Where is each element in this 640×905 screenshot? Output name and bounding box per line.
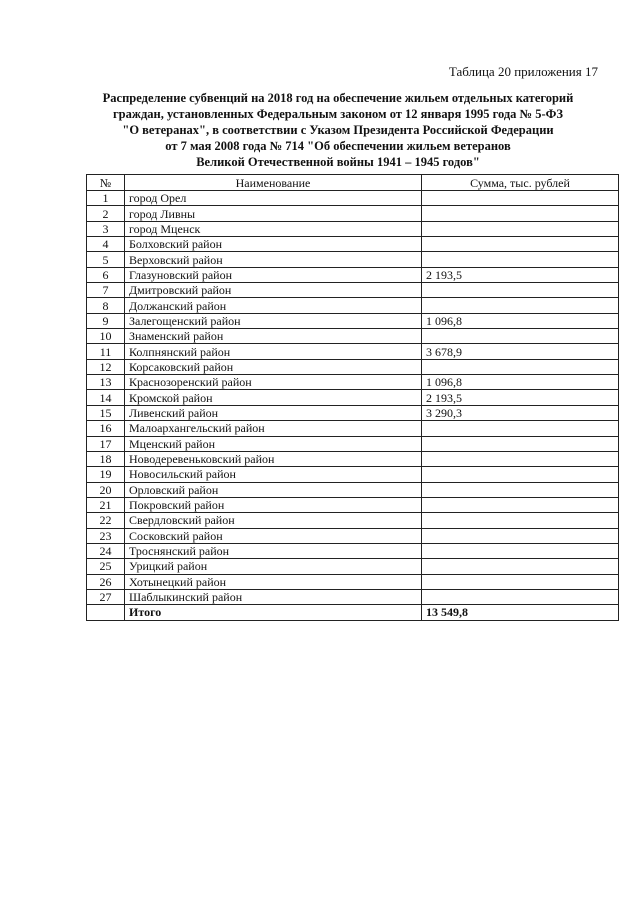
row-sum: 3 290,3 xyxy=(422,405,619,420)
title-line: граждан, установленных Федеральным законом от 12 января 1995 года № 5-ФЗ xyxy=(113,107,563,121)
table-row xyxy=(87,528,619,543)
row-sum xyxy=(422,436,619,451)
row-name: Урицкий район xyxy=(125,559,422,574)
row-sum xyxy=(422,298,619,313)
subsidy-table xyxy=(86,174,619,621)
table-row xyxy=(87,390,619,405)
table-row xyxy=(87,589,619,604)
table-row xyxy=(87,206,619,221)
row-name: город Ливны xyxy=(125,206,422,221)
table-row xyxy=(87,482,619,497)
title-line: Распределение субвенций на 2018 год на обеспечение жильем отдельных категорий xyxy=(102,91,574,105)
row-number: 20 xyxy=(87,482,125,497)
table-row xyxy=(87,221,619,236)
row-number: 24 xyxy=(87,543,125,558)
row-number: 22 xyxy=(87,513,125,528)
row-number: 8 xyxy=(87,298,125,313)
row-number: 5 xyxy=(87,252,125,267)
row-number: 18 xyxy=(87,451,125,466)
row-number: 21 xyxy=(87,497,125,512)
row-name: Сосковский район xyxy=(125,528,422,543)
table-row xyxy=(87,574,619,589)
row-number: 27 xyxy=(87,589,125,604)
row-name: Залегощенский район xyxy=(125,313,422,328)
row-sum: 13 549,8 xyxy=(422,605,619,620)
row-number: 26 xyxy=(87,574,125,589)
row-number: 25 xyxy=(87,559,125,574)
row-number: 16 xyxy=(87,421,125,436)
row-sum xyxy=(422,206,619,221)
row-sum xyxy=(422,528,619,543)
row-number xyxy=(87,605,125,620)
row-name: Малоархангельский район xyxy=(125,421,422,436)
row-sum xyxy=(422,589,619,604)
row-number: 9 xyxy=(87,313,125,328)
document-title xyxy=(78,90,598,170)
table-row xyxy=(87,513,619,528)
row-number: 23 xyxy=(87,528,125,543)
row-sum xyxy=(422,543,619,558)
row-sum xyxy=(422,283,619,298)
table-row xyxy=(87,559,619,574)
table-row xyxy=(87,252,619,267)
table-header-row xyxy=(87,175,619,191)
row-name: Должанский район xyxy=(125,298,422,313)
row-sum xyxy=(422,359,619,374)
table-row xyxy=(87,359,619,374)
row-sum xyxy=(422,191,619,206)
row-name: Орловский район xyxy=(125,482,422,497)
row-name: Кромской район xyxy=(125,390,422,405)
table-row xyxy=(87,451,619,466)
row-name: Новодеревеньковский район xyxy=(125,451,422,466)
row-sum: 3 678,9 xyxy=(422,344,619,359)
table-row xyxy=(87,467,619,482)
row-number: 13 xyxy=(87,375,125,390)
row-sum xyxy=(422,513,619,528)
row-sum xyxy=(422,482,619,497)
header-name: Наименование xyxy=(125,175,422,191)
row-name: Корсаковский район xyxy=(125,359,422,374)
total-row xyxy=(87,605,619,620)
table-row xyxy=(87,283,619,298)
row-number: 17 xyxy=(87,436,125,451)
row-name: Краснозоренский район xyxy=(125,375,422,390)
table-row xyxy=(87,436,619,451)
title-line: "О ветеранах", в соответствии с Указом Президента Российской Федерации xyxy=(122,123,554,137)
row-sum xyxy=(422,421,619,436)
table-row xyxy=(87,497,619,512)
row-number: 15 xyxy=(87,405,125,420)
row-name: Колпнянский район xyxy=(125,344,422,359)
table-row xyxy=(87,237,619,252)
header-number: № xyxy=(87,175,125,191)
table-row xyxy=(87,543,619,558)
row-sum xyxy=(422,559,619,574)
row-name: Шаблыкинский район xyxy=(125,589,422,604)
row-sum xyxy=(422,237,619,252)
row-number: 19 xyxy=(87,467,125,482)
row-sum xyxy=(422,497,619,512)
row-sum xyxy=(422,252,619,267)
title-line: Великой Отечественной войны 1941 – 1945 годов" xyxy=(196,155,480,169)
row-sum: 1 096,8 xyxy=(422,375,619,390)
row-name: Ливенский район xyxy=(125,405,422,420)
table-row xyxy=(87,267,619,282)
row-sum xyxy=(422,221,619,236)
row-name: Итого xyxy=(125,605,422,620)
table-row xyxy=(87,375,619,390)
row-sum: 2 193,5 xyxy=(422,267,619,282)
table-row xyxy=(87,421,619,436)
row-sum xyxy=(422,329,619,344)
row-sum xyxy=(422,467,619,482)
row-number: 14 xyxy=(87,390,125,405)
row-number: 2 xyxy=(87,206,125,221)
row-name: город Орел xyxy=(125,191,422,206)
row-name: город Мценск xyxy=(125,221,422,236)
table-row xyxy=(87,329,619,344)
row-sum xyxy=(422,574,619,589)
row-sum xyxy=(422,451,619,466)
row-name: Свердловский район xyxy=(125,513,422,528)
row-name: Болховский район xyxy=(125,237,422,252)
row-name: Троснянский район xyxy=(125,543,422,558)
row-sum: 1 096,8 xyxy=(422,313,619,328)
row-number: 4 xyxy=(87,237,125,252)
row-name: Новосильский район xyxy=(125,467,422,482)
row-name: Дмитровский район xyxy=(125,283,422,298)
table-row xyxy=(87,313,619,328)
title-line: от 7 мая 2008 года № 714 "Об обеспечении жильем ветеранов xyxy=(165,139,511,153)
row-number: 6 xyxy=(87,267,125,282)
header-sum: Сумма, тыс. рублей xyxy=(422,175,619,191)
appendix-label: Таблица 20 приложения 17 xyxy=(448,64,598,79)
table-row xyxy=(87,344,619,359)
table-body xyxy=(87,191,619,621)
row-number: 3 xyxy=(87,221,125,236)
table-row xyxy=(87,191,619,206)
row-number: 7 xyxy=(87,283,125,298)
row-name: Знаменский район xyxy=(125,329,422,344)
row-number: 1 xyxy=(87,191,125,206)
row-number: 12 xyxy=(87,359,125,374)
row-number: 10 xyxy=(87,329,125,344)
row-name: Мценский район xyxy=(125,436,422,451)
row-sum: 2 193,5 xyxy=(422,390,619,405)
table-row xyxy=(87,298,619,313)
row-number: 11 xyxy=(87,344,125,359)
row-name: Верховский район xyxy=(125,252,422,267)
row-name: Покровский район xyxy=(125,497,422,512)
row-name: Глазуновский район xyxy=(125,267,422,282)
table-row xyxy=(87,405,619,420)
row-name: Хотынецкий район xyxy=(125,574,422,589)
